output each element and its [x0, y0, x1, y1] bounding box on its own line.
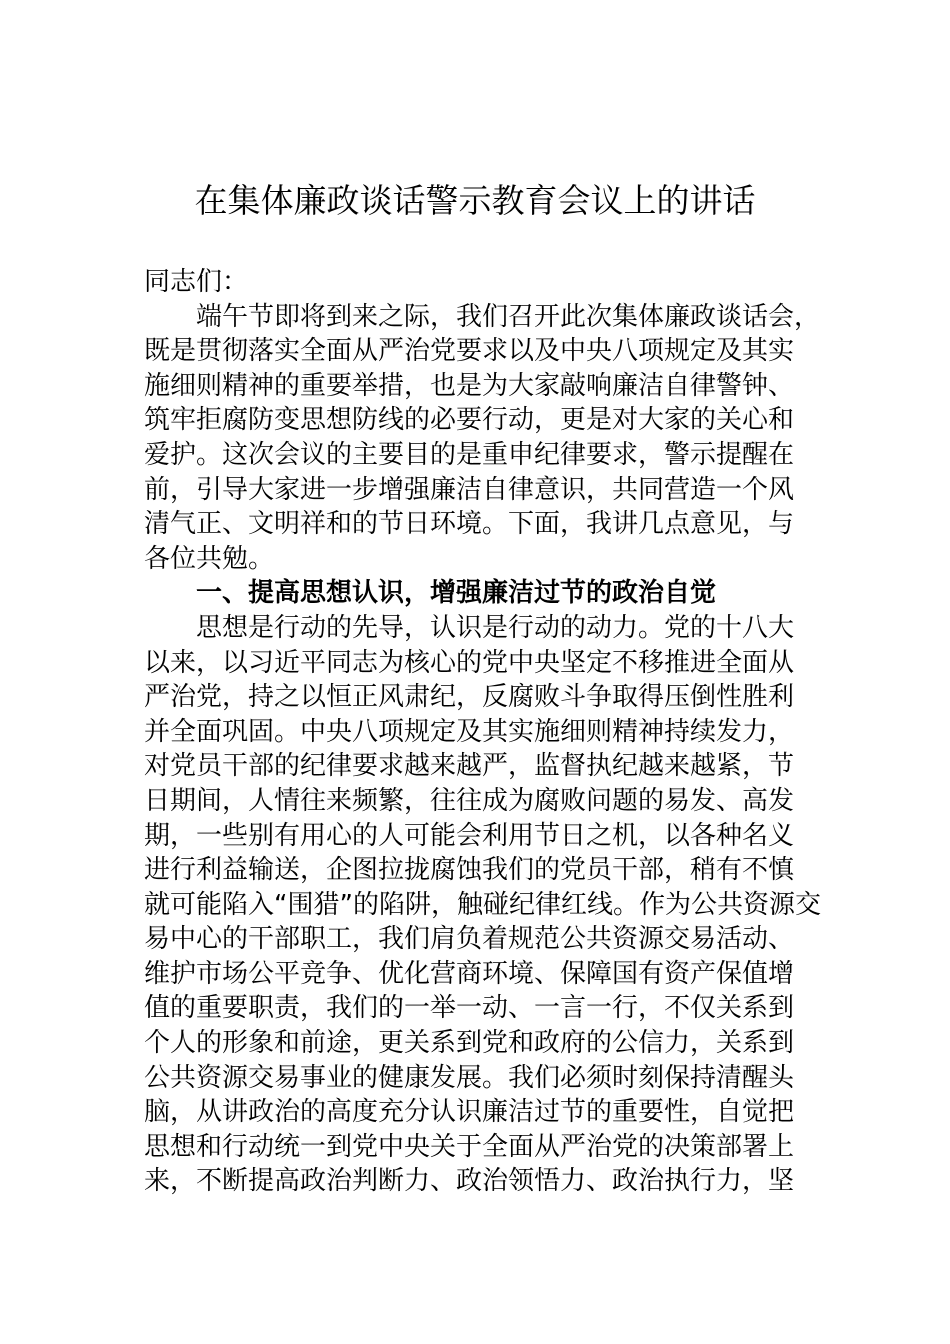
body-line: 爱护。这次会议的主要目的是重申纪律要求，警示提醒在	[144, 439, 795, 470]
body-line: 值的重要职责，我们的一举一动、一言一行，不仅关系到	[144, 993, 795, 1024]
body-line: 并全面巩固。中央八项规定及其实施细则精神持续发力，	[144, 716, 795, 747]
body-line: 公共资源交易事业的健康发展。我们必须时刻保持清醒头	[144, 1062, 795, 1093]
body-line: 进行利益输送，企图拉拢腐蚀我们的党员干部，稍有不慎	[144, 855, 795, 886]
body-line: 日期间，人情往来频繁，往往成为腐败问题的易发、高发	[144, 785, 795, 816]
body-line: 前，引导大家进一步增强廉洁自律意识，共同营造一个风	[144, 474, 795, 505]
body-line: 思想和行动统一到党中央关于全面从严治党的决策部署上	[144, 1131, 795, 1162]
body-line: 期，一些别有用心的人可能会利用节日之机，以各种名义	[144, 820, 795, 851]
body-line: 施细则精神的重要举措，也是为大家敲响廉洁自律警钟、	[144, 370, 795, 401]
body-line: 个人的形象和前途，更关系到党和政府的公信力，关系到	[144, 1028, 795, 1059]
body-line: 以来，以习近平同志为核心的党中央坚定不移推进全面从	[144, 647, 795, 678]
body-line: 思想是行动的先导，认识是行动的动力。党的十八大	[196, 612, 795, 643]
body-line: 就可能陷入“围猎”的陷阱，触碰纪律红线。作为公共资源交	[144, 889, 821, 920]
body-line: 各位共勉。	[144, 543, 275, 574]
body-line: 脑，从讲政治的高度充分认识廉洁过节的重要性，自觉把	[144, 1097, 795, 1128]
document-title: 在集体廉政谈话警示教育会议上的讲话	[194, 181, 756, 220]
body-line: 端午节即将到来之际，我们召开此次集体廉政谈话会，	[196, 301, 821, 332]
section-heading: 一、提高思想认识，增强廉洁过节的政治自觉	[196, 578, 717, 609]
body-line: 既是贯彻落实全面从严治党要求以及中央八项规定及其实	[144, 336, 795, 367]
body-line: 对党员干部的纪律要求越来越严，监督执纪越来越紧，节	[144, 751, 795, 782]
body-line: 筑牢拒腐防变思想防线的必要行动，更是对大家的关心和	[144, 405, 795, 436]
body-line: 严治党，持之以恒正风肃纪，反腐败斗争取得压倒性胜利	[144, 682, 795, 713]
salutation: 同志们：	[144, 267, 249, 297]
body-line: 维护市场公平竞争、优化营商环境、保障国有资产保值增	[144, 958, 795, 989]
body-line: 易中心的干部职工，我们肩负着规范公共资源交易活动、	[144, 924, 795, 955]
body-line: 来，不断提高政治判断力、政治领悟力、政治执行力，坚	[144, 1166, 795, 1197]
document-body	[144, 265, 820, 1199]
body-line: 清气正、文明祥和的节日环境。下面，我讲几点意见，与	[144, 509, 795, 540]
